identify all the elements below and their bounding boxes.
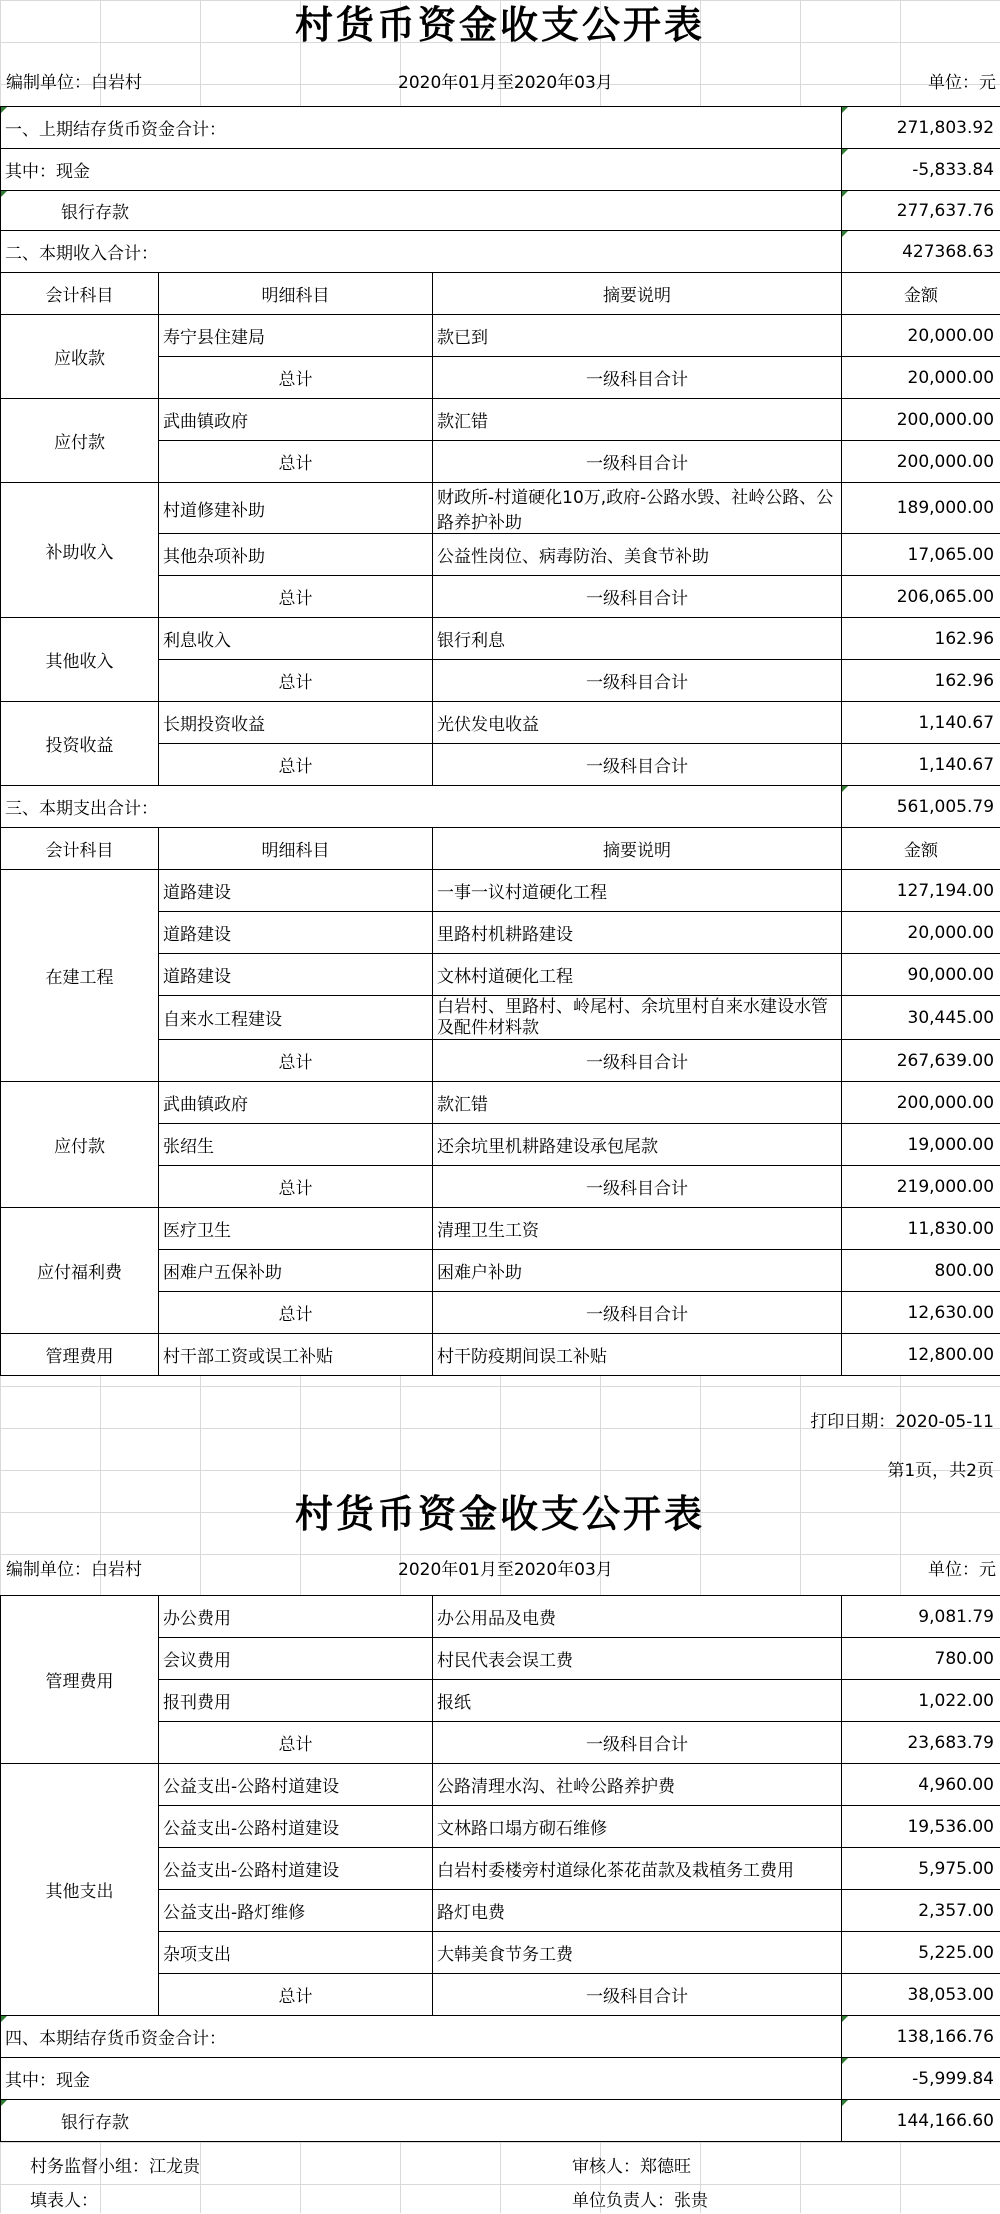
description: 财政所-村道硬化10万,政府-公路水毁、社岭公路、公路养护补助 [433, 483, 842, 534]
detail-item: 公益支出-路灯维修 [159, 1890, 433, 1932]
total-description: 一级科目合计 [433, 441, 842, 483]
end-cash-row-label: 其中：现金 [1, 2058, 842, 2100]
total-amount: 206,065.00 [842, 576, 1000, 618]
amount: 780.00 [842, 1638, 1000, 1680]
detail-item: 自来水工程建设 [159, 996, 433, 1040]
total-description: 一级科目合计 [433, 1974, 842, 2016]
amount: 11,830.00 [842, 1208, 1000, 1250]
account-subject: 投资收益 [1, 702, 159, 786]
detail-item: 利息收入 [159, 618, 433, 660]
table-row [1, 483, 1000, 534]
period-label: 2020年01月至2020年03月 [398, 68, 613, 93]
total-label: 总计 [159, 1292, 433, 1334]
detail-item: 公益支出-公路村道建设 [159, 1806, 433, 1848]
table-row [1, 1208, 1000, 1250]
description: 款已到 [433, 315, 842, 357]
detail-item: 报刊费用 [159, 1680, 433, 1722]
table-row [1, 618, 1000, 660]
description: 报纸 [433, 1680, 842, 1722]
table-row [1, 702, 1000, 744]
description: 文林路口塌方砌石维修 [433, 1806, 842, 1848]
table-row [1, 399, 1000, 441]
description: 困难户补助 [433, 1250, 842, 1292]
income-expense-table-page1 [0, 106, 1000, 1376]
total-description: 一级科目合计 [433, 1166, 842, 1208]
detail-item: 村干部工资或误工补贴 [159, 1334, 433, 1376]
income-total-row-label: 二、本期收入合计： [1, 231, 842, 273]
signature-area [0, 2141, 1000, 2214]
amount: 162.96 [842, 618, 1000, 660]
total-description: 一级科目合计 [433, 576, 842, 618]
description: 白岩村、里路村、岭尾村、余坑里村自来水建设水管及配件材料款 [433, 996, 842, 1040]
description: 一事一议村道硬化工程 [433, 870, 842, 912]
description: 村干防疫期间误工补贴 [433, 1334, 842, 1376]
unit-label: 编制单位：白岩村 [6, 68, 142, 93]
description: 光伏发电收益 [433, 702, 842, 744]
total-amount: 200,000.00 [842, 441, 1000, 483]
amount: 12,800.00 [842, 1334, 1000, 1376]
total-label: 总计 [159, 441, 433, 483]
column-header: 摘要说明 [433, 273, 842, 315]
detail-item: 杂项支出 [159, 1932, 433, 1974]
amount: 20,000.00 [842, 315, 1000, 357]
end-balance-row [1, 2016, 1000, 2058]
total-label: 总计 [159, 660, 433, 702]
expense-total-row [1, 786, 1000, 828]
page-number-row [0, 1446, 1000, 1488]
detail-item: 医疗卫生 [159, 1208, 433, 1250]
amount: 20,000.00 [842, 912, 1000, 954]
amount: 200,000.00 [842, 1082, 1000, 1124]
print-date: 打印日期：2020-05-11 [810, 1407, 994, 1432]
total-description: 一级科目合计 [433, 744, 842, 786]
amount: 800.00 [842, 1250, 1000, 1292]
supervisor-label: 村务监督小组：江龙贵 [30, 2152, 200, 2177]
account-subject: 应收款 [1, 315, 159, 399]
amount: 5,975.00 [842, 1848, 1000, 1890]
prev-balance-row-label: 一、上期结存货币资金合计： [1, 107, 842, 149]
description: 办公用品及电费 [433, 1596, 842, 1638]
page-number: 第1页，共2页 [887, 1456, 994, 1481]
detail-item: 困难户五保补助 [159, 1250, 433, 1292]
expense-total-row-label: 三、本期支出合计： [1, 786, 842, 828]
end-cash-row-value: -5,999.84 [842, 2058, 1000, 2100]
amount: 17,065.00 [842, 534, 1000, 576]
total-description: 一级科目合计 [433, 357, 842, 399]
amount: 127,194.00 [842, 870, 1000, 912]
end-bank-row-label: 银行存款 [1, 2100, 842, 2142]
total-amount: 267,639.00 [842, 1040, 1000, 1082]
account-subject: 管理费用 [1, 1596, 159, 1764]
prev-cash-row [1, 149, 1000, 191]
table-header-row [1, 273, 1000, 315]
prev-bank-row [1, 191, 1000, 231]
detail-item: 办公费用 [159, 1596, 433, 1638]
total-label: 总计 [159, 576, 433, 618]
total-amount: 20,000.00 [842, 357, 1000, 399]
prev-bank-row-value: 277,637.76 [842, 191, 1000, 231]
unit-label: 编制单位：白岩村 [6, 1555, 142, 1580]
total-amount: 23,683.79 [842, 1722, 1000, 1764]
amount: 1,140.67 [842, 702, 1000, 744]
total-amount: 12,630.00 [842, 1292, 1000, 1334]
description: 大韩美食节务工费 [433, 1932, 842, 1974]
detail-item: 会议费用 [159, 1638, 433, 1680]
detail-item: 公益支出-公路村道建设 [159, 1848, 433, 1890]
description: 款汇错 [433, 399, 842, 441]
table-row [1, 1764, 1000, 1806]
description: 银行利息 [433, 618, 842, 660]
amount: 4,960.00 [842, 1764, 1000, 1806]
total-label: 总计 [159, 1040, 433, 1082]
column-header: 摘要说明 [433, 828, 842, 870]
end-balance-row-value: 138,166.76 [842, 2016, 1000, 2058]
account-subject: 其他支出 [1, 1764, 159, 2016]
amount: 2,357.00 [842, 1890, 1000, 1932]
meta-row [0, 58, 1000, 100]
column-header: 明细科目 [159, 828, 433, 870]
table-row [1, 315, 1000, 357]
expense-total-row-value: 561,005.79 [842, 786, 1000, 828]
end-bank-row [1, 2100, 1000, 2142]
amount: 200,000.00 [842, 399, 1000, 441]
preparer-label: 填表人： [30, 2186, 98, 2211]
column-header: 会计科目 [1, 273, 159, 315]
account-subject: 应付款 [1, 1082, 159, 1208]
prev-cash-row-label: 其中：现金 [1, 149, 842, 191]
end-bank-row-value: 144,166.60 [842, 2100, 1000, 2142]
table-row [1, 1334, 1000, 1376]
amount: 30,445.00 [842, 996, 1000, 1040]
reviewer-label: 审核人：郑德旺 [572, 2152, 691, 2177]
column-header: 金额 [842, 828, 1000, 870]
amount: 90,000.00 [842, 954, 1000, 996]
column-header: 明细科目 [159, 273, 433, 315]
description: 公路清理水沟、社岭公路养护费 [433, 1764, 842, 1806]
amount: 5,225.00 [842, 1932, 1000, 1974]
account-subject: 管理费用 [1, 1334, 159, 1376]
total-amount: 219,000.00 [842, 1166, 1000, 1208]
amount: 19,536.00 [842, 1806, 1000, 1848]
total-label: 总计 [159, 357, 433, 399]
print-date-row [0, 1397, 1000, 1439]
prev-cash-row-value: -5,833.84 [842, 149, 1000, 191]
table-row [1, 1596, 1000, 1638]
detail-item: 张绍生 [159, 1124, 433, 1166]
description: 村民代表会误工费 [433, 1638, 842, 1680]
currency-label: 单位：元 [928, 1555, 996, 1580]
detail-item: 长期投资收益 [159, 702, 433, 744]
prev-balance-row [1, 107, 1000, 149]
description: 款汇错 [433, 1082, 842, 1124]
detail-item: 村道修建补助 [159, 483, 433, 534]
currency-label: 单位：元 [928, 68, 996, 93]
amount: 1,022.00 [842, 1680, 1000, 1722]
total-label: 总计 [159, 1722, 433, 1764]
page-title: 村货币资金收支公开表 [0, 0, 1000, 50]
total-amount: 162.96 [842, 660, 1000, 702]
description: 路灯电费 [433, 1890, 842, 1932]
prev-balance-row-value: 271,803.92 [842, 107, 1000, 149]
total-label: 总计 [159, 1166, 433, 1208]
table-row [1, 870, 1000, 912]
table-header-row [1, 828, 1000, 870]
total-amount: 1,140.67 [842, 744, 1000, 786]
income-expense-table-page2 [0, 1595, 1000, 2142]
detail-item: 武曲镇政府 [159, 399, 433, 441]
account-subject: 应付款 [1, 399, 159, 483]
responsible-label: 单位负责人：张贵 [572, 2186, 708, 2211]
account-subject: 在建工程 [1, 870, 159, 1082]
description: 清理卫生工资 [433, 1208, 842, 1250]
detail-item: 武曲镇政府 [159, 1082, 433, 1124]
detail-item: 其他杂项补助 [159, 534, 433, 576]
period-label: 2020年01月至2020年03月 [398, 1555, 613, 1580]
detail-item: 寿宁县住建局 [159, 315, 433, 357]
total-description: 一级科目合计 [433, 1292, 842, 1334]
total-amount: 38,053.00 [842, 1974, 1000, 2016]
detail-item: 道路建设 [159, 870, 433, 912]
meta-row-page2 [0, 1545, 1000, 1587]
table-row [1, 1082, 1000, 1124]
column-header: 会计科目 [1, 828, 159, 870]
account-subject: 其他收入 [1, 618, 159, 702]
end-balance-row-label: 四、本期结存货币资金合计： [1, 2016, 842, 2058]
description: 还余坑里机耕路建设承包尾款 [433, 1124, 842, 1166]
account-subject: 补助收入 [1, 483, 159, 618]
detail-item: 公益支出-公路村道建设 [159, 1764, 433, 1806]
detail-item: 道路建设 [159, 912, 433, 954]
amount: 189,000.00 [842, 483, 1000, 534]
column-header: 金额 [842, 273, 1000, 315]
account-subject: 应付福利费 [1, 1208, 159, 1334]
total-label: 总计 [159, 1974, 433, 2016]
total-description: 一级科目合计 [433, 660, 842, 702]
description: 里路村机耕路建设 [433, 912, 842, 954]
page2-title: 村货币资金收支公开表 [0, 1488, 1000, 1540]
description: 白岩村委楼旁村道绿化茶花苗款及栽植务工费用 [433, 1848, 842, 1890]
income-total-row-value: 427368.63 [842, 231, 1000, 273]
total-description: 一级科目合计 [433, 1040, 842, 1082]
total-description: 一级科目合计 [433, 1722, 842, 1764]
total-label: 总计 [159, 744, 433, 786]
description: 公益性岗位、病毒防治、美食节补助 [433, 534, 842, 576]
end-cash-row [1, 2058, 1000, 2100]
detail-item: 道路建设 [159, 954, 433, 996]
amount: 19,000.00 [842, 1124, 1000, 1166]
income-total-row [1, 231, 1000, 273]
description: 文林村道硬化工程 [433, 954, 842, 996]
prev-bank-row-label: 银行存款 [1, 191, 842, 231]
amount: 9,081.79 [842, 1596, 1000, 1638]
